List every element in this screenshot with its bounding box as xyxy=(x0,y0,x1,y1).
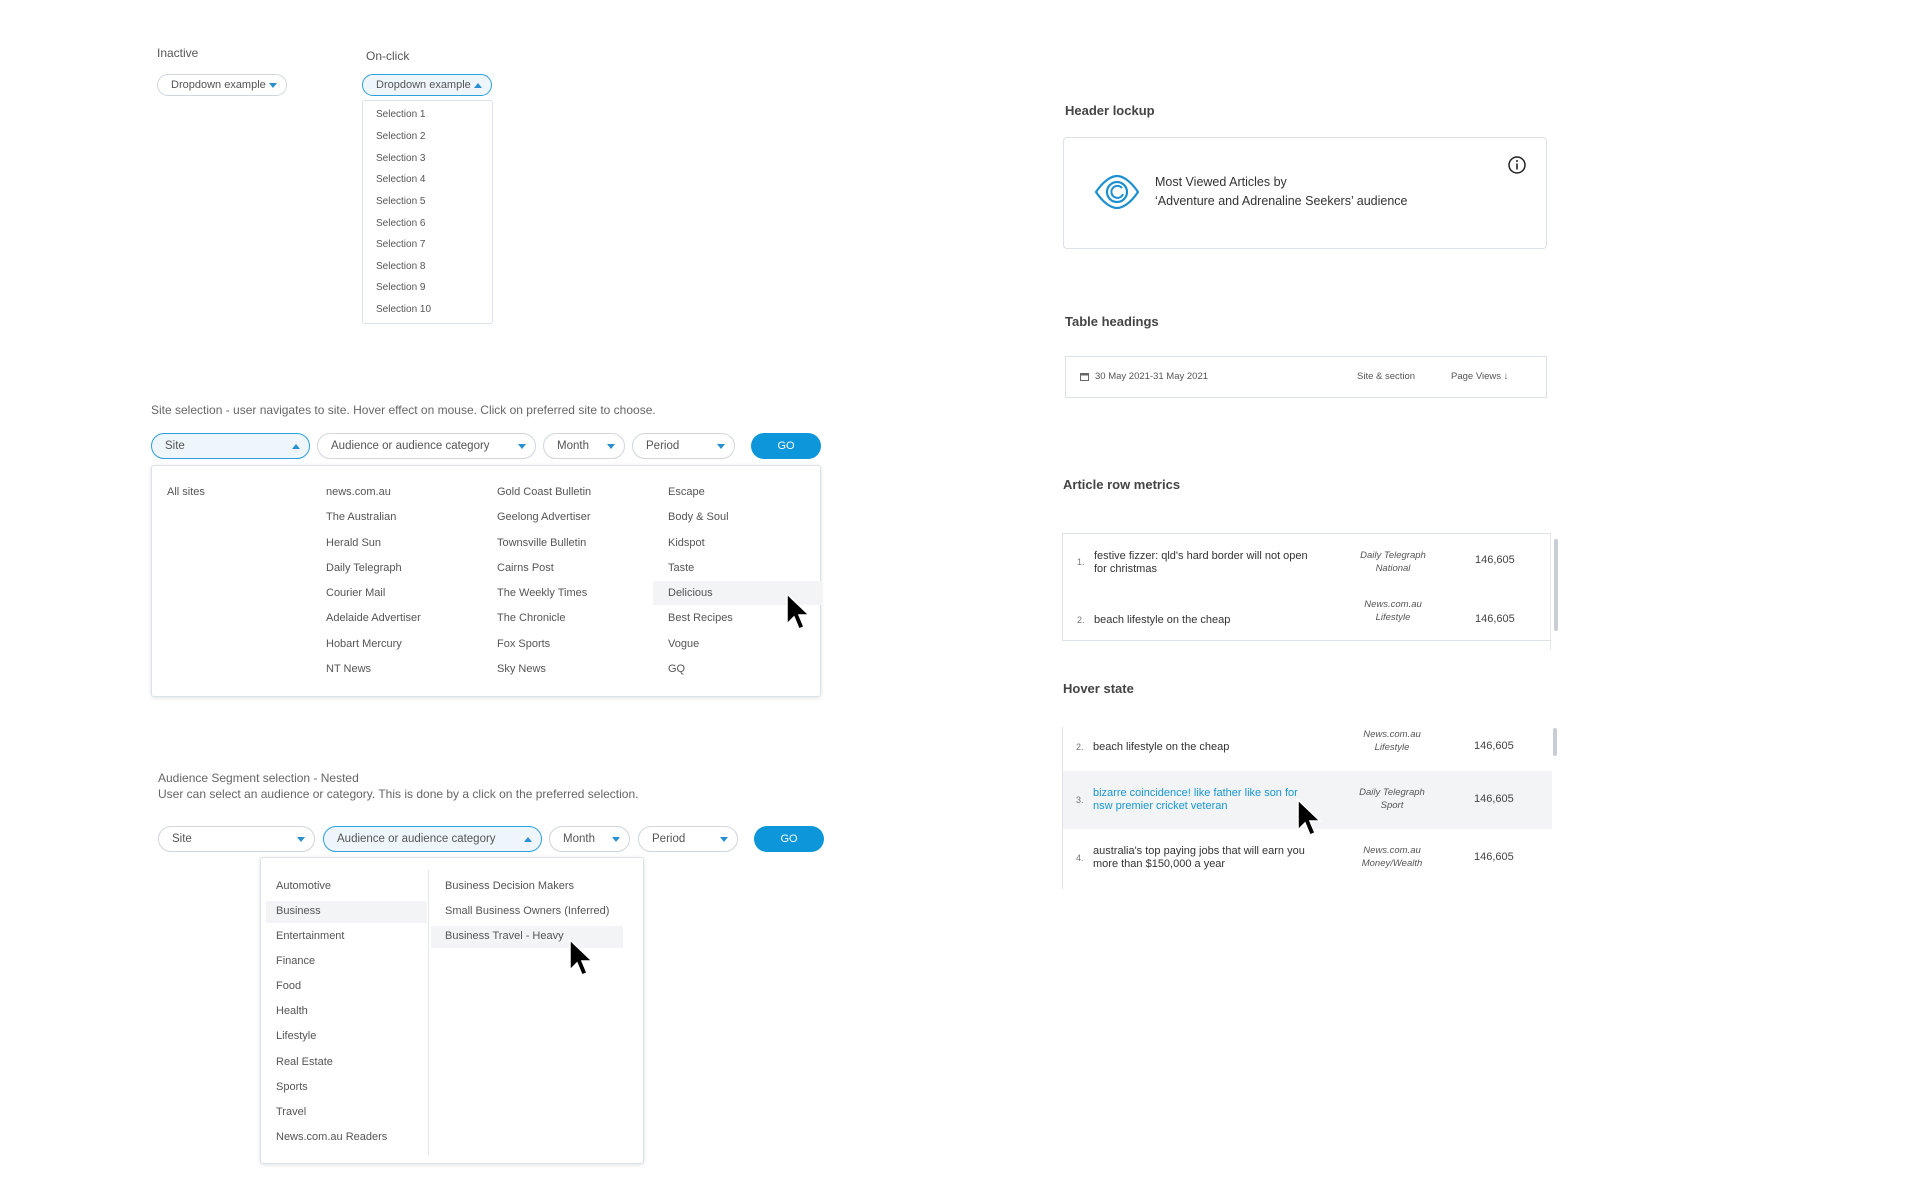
audience-category[interactable]: Sports xyxy=(276,1081,308,1093)
dropdown-option[interactable]: Selection 5 xyxy=(376,196,426,207)
article-site: Daily Telegraph xyxy=(1359,787,1425,798)
site-filter[interactable] xyxy=(158,826,315,852)
audience-category[interactable]: Real Estate xyxy=(276,1056,333,1068)
site-option[interactable]: Adelaide Advertiser xyxy=(326,612,421,624)
go-button[interactable]: GO xyxy=(751,433,821,459)
dropdown-option[interactable]: Selection 7 xyxy=(376,239,426,250)
dropdown-option[interactable]: Selection 2 xyxy=(376,131,426,142)
month-filter[interactable] xyxy=(549,826,630,852)
header-line-2: ‘Adventure and Adrenaline Seekers’ audience xyxy=(1155,194,1408,208)
article-title[interactable]: festive fizzer: qld's hard border will not open for christmas xyxy=(1094,550,1308,575)
audience-subcategory[interactable]: Small Business Owners (Inferred) xyxy=(445,905,610,917)
site-option[interactable]: Daily Telegraph xyxy=(326,562,402,574)
audience-category[interactable]: Entertainment xyxy=(276,930,345,942)
chevron-up-icon xyxy=(474,83,482,88)
row-number: 2. xyxy=(1077,615,1085,625)
audience-category[interactable]: Health xyxy=(276,1005,308,1017)
site-option[interactable]: Hobart Mercury xyxy=(326,638,402,650)
site-option[interactable]: Vogue xyxy=(668,638,700,650)
site-section-heading[interactable]: Site & section xyxy=(1357,371,1416,382)
article-site: News.com.au xyxy=(1363,729,1421,740)
audience-subcategory-hovered[interactable]: Business Travel - Heavy xyxy=(445,930,564,942)
row-number: 1. xyxy=(1077,557,1085,567)
article-rows-title: Article row metrics xyxy=(1063,477,1181,492)
audience-selection-description: User can select an audience or category. This is done by a click on the preferred selection. xyxy=(158,787,639,801)
table-headings-bar xyxy=(1065,356,1547,398)
audience-filter[interactable] xyxy=(317,433,536,459)
audience-dropdown-panel xyxy=(260,857,644,1164)
site-option-hovered[interactable]: Delicious xyxy=(668,587,713,599)
chevron-down-icon xyxy=(518,444,526,449)
site-option[interactable]: The Chronicle xyxy=(497,612,566,624)
info-icon[interactable] xyxy=(1507,155,1527,175)
column-divider xyxy=(428,870,429,1155)
audience-category[interactable]: Automotive xyxy=(276,880,332,892)
dropdown-option[interactable]: Selection 3 xyxy=(376,153,426,164)
site-option[interactable]: Escape xyxy=(668,486,705,498)
article-title-hovered[interactable]: bizarre coincidence! like father like son for nsw premier cricket veteran xyxy=(1093,787,1298,812)
audience-category[interactable]: Travel xyxy=(276,1106,307,1118)
period-filter[interactable] xyxy=(632,433,735,459)
site-option[interactable]: Cairns Post xyxy=(497,562,554,574)
article-section: National xyxy=(1375,563,1411,574)
month-filter[interactable] xyxy=(543,433,625,459)
onclick-label: On-click xyxy=(366,49,410,63)
article-views: 146,605 xyxy=(1474,740,1514,752)
article-site: News.com.au xyxy=(1363,845,1421,856)
article-views: 146,605 xyxy=(1475,554,1515,566)
site-option-all[interactable]: All sites xyxy=(167,486,205,498)
row-number: 2. xyxy=(1076,742,1084,752)
chevron-up-icon xyxy=(292,444,300,449)
site-filter[interactable] xyxy=(151,433,310,459)
article-title[interactable]: beach lifestyle on the cheap xyxy=(1094,614,1231,626)
site-option[interactable]: Courier Mail xyxy=(326,587,386,599)
audience-category-selected[interactable]: Business xyxy=(276,905,321,917)
inactive-dropdown[interactable] xyxy=(157,74,287,96)
dropdown-option[interactable]: Selection 4 xyxy=(376,174,426,185)
audience-filter-label: Audience or audience category xyxy=(331,440,490,452)
article-views: 146,605 xyxy=(1474,851,1514,863)
article-rows-table xyxy=(1062,533,1551,641)
site-option[interactable]: Geelong Advertiser xyxy=(497,511,591,523)
row-number: 4. xyxy=(1076,853,1084,863)
go-button[interactable]: GO xyxy=(754,826,824,852)
mouse-cursor-icon xyxy=(568,938,596,978)
header-lockup-title: Header lockup xyxy=(1065,103,1155,118)
inactive-dropdown-label: Dropdown example xyxy=(171,79,266,91)
article-section: Lifestyle xyxy=(1374,742,1410,753)
site-option[interactable]: Herald Sun xyxy=(326,537,382,549)
period-filter-label: Period xyxy=(646,440,680,452)
dropdown-option[interactable]: Selection 6 xyxy=(376,218,426,229)
inactive-label: Inactive xyxy=(157,46,199,60)
dropdown-option[interactable]: Selection 10 xyxy=(376,304,432,315)
month-filter-label: Month xyxy=(563,833,595,845)
header-lockup-card xyxy=(1063,137,1547,249)
scrollbar-thumb[interactable] xyxy=(1553,728,1557,756)
audience-filter[interactable] xyxy=(323,826,542,852)
chevron-down-icon xyxy=(612,837,620,842)
page-views-heading[interactable]: Page Views ↓ xyxy=(1451,371,1509,382)
dropdown-option[interactable]: Selection 1 xyxy=(376,109,426,120)
chevron-down-icon xyxy=(607,444,615,449)
dropdown-option[interactable]: Selection 9 xyxy=(376,282,426,293)
audience-category[interactable]: Lifestyle xyxy=(276,1030,317,1042)
article-section: Lifestyle xyxy=(1375,612,1411,623)
article-section: Money/Wealth xyxy=(1361,858,1423,869)
row-number: 3. xyxy=(1076,795,1084,805)
site-dropdown-panel xyxy=(151,465,821,697)
site-filter-label: Site xyxy=(172,833,192,845)
chevron-down-icon xyxy=(720,837,728,842)
site-option[interactable]: Taste xyxy=(668,562,695,574)
site-option[interactable]: Body & Soul xyxy=(668,511,729,523)
article-title[interactable]: beach lifestyle on the cheap xyxy=(1093,741,1230,753)
article-site: News.com.au xyxy=(1364,599,1422,610)
site-option[interactable]: Best Recipes xyxy=(668,612,733,624)
article-title[interactable]: australia's top paying jobs that will earn you more than $150,000 a year xyxy=(1093,845,1305,870)
month-filter-label: Month xyxy=(557,440,589,452)
audience-category[interactable]: News.com.au Readers xyxy=(276,1131,388,1143)
calendar-icon xyxy=(1080,372,1089,381)
date-range[interactable]: 30 May 2021-31 May 2021 xyxy=(1095,371,1209,382)
article-views: 146,605 xyxy=(1475,613,1515,625)
site-option[interactable]: Fox Sports xyxy=(497,638,551,650)
dropdown-option[interactable]: Selection 8 xyxy=(376,261,426,272)
period-filter-label: Period xyxy=(652,833,686,845)
site-option[interactable]: Gold Coast Bulletin xyxy=(497,486,592,498)
site-option[interactable]: Kidspot xyxy=(668,537,705,549)
table-headings-title: Table headings xyxy=(1065,314,1159,329)
audience-category[interactable]: Finance xyxy=(276,955,316,967)
hover-state-title: Hover state xyxy=(1063,681,1134,696)
chevron-down-icon xyxy=(717,444,725,449)
period-filter[interactable] xyxy=(638,826,738,852)
article-section: Sport xyxy=(1380,800,1404,811)
site-option[interactable]: Sky News xyxy=(497,663,546,675)
chevron-up-icon xyxy=(524,837,532,842)
article-site: Daily Telegraph xyxy=(1360,550,1426,561)
site-option[interactable]: news.com.au xyxy=(326,486,391,498)
chevron-down-icon xyxy=(297,837,305,842)
dropdown-options-list xyxy=(362,100,493,324)
site-option[interactable]: The Australian xyxy=(326,511,397,523)
chevron-down-icon xyxy=(269,83,277,88)
site-option[interactable]: GQ xyxy=(668,663,686,675)
article-views: 146,605 xyxy=(1474,793,1514,805)
site-option[interactable]: Townsville Bulletin xyxy=(497,537,587,549)
header-line-1: Most Viewed Articles by xyxy=(1155,175,1287,189)
mouse-cursor-icon xyxy=(785,592,813,632)
audience-subcategory[interactable]: Business Decision Makers xyxy=(445,880,574,892)
audience-filter-label: Audience or audience category xyxy=(337,833,496,845)
scrollbar-thumb[interactable] xyxy=(1554,539,1558,631)
audience-category[interactable]: Food xyxy=(276,980,302,992)
eye-icon xyxy=(1093,172,1141,212)
site-filter-label: Site xyxy=(165,440,185,452)
site-option[interactable]: NT News xyxy=(326,663,372,675)
site-option[interactable]: The Weekly Times xyxy=(497,587,588,599)
audience-selection-title: Audience Segment selection - Nested xyxy=(158,771,359,785)
onclick-dropdown[interactable] xyxy=(362,74,492,96)
mouse-cursor-icon xyxy=(1296,798,1324,838)
onclick-dropdown-label: Dropdown example xyxy=(376,79,471,91)
site-selection-description: Site selection - user navigates to site. Hover effect on mouse. Click on preferred site to choose. xyxy=(151,403,656,417)
